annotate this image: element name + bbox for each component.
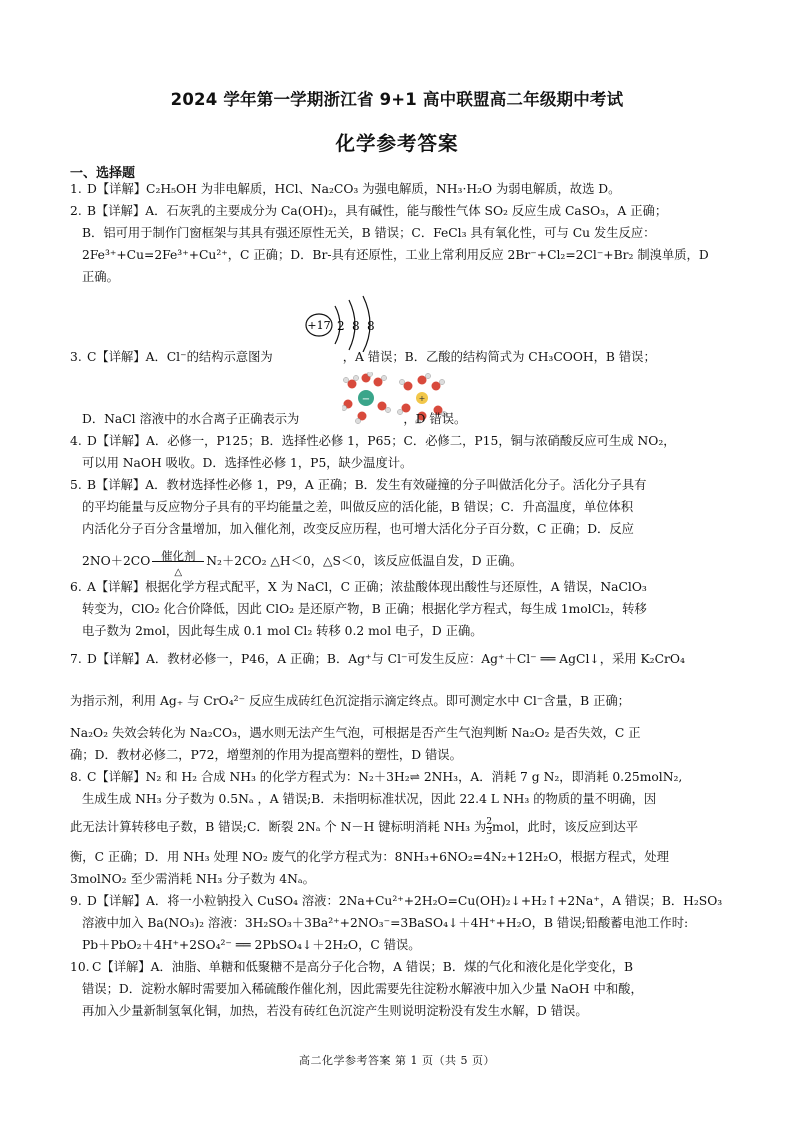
- answer-item-8: [70, 766, 730, 810]
- fraction-denominator: 3: [486, 827, 493, 837]
- shell-electrons-3: 8: [367, 319, 375, 333]
- item-number: 1.: [70, 182, 82, 196]
- answer-line: Na₂O₂ 失效会转化为 Na₂CO₃，遇水则无法产生气泡，可根据是否产生气泡判断 Na₂O₂ 是否失效，C 正: [70, 726, 641, 740]
- answer-subtitle: 化学参考答案: [335, 132, 459, 155]
- item-number: 2.: [70, 204, 82, 218]
- answer-line: 内活化分子百分含量增加，加入催化剂，改变反应历程，也可增大活化分子百分数，C 正确；D．反应: [82, 522, 634, 536]
- item-number: 6.: [70, 580, 82, 594]
- answer-item-9: [70, 890, 730, 956]
- answer-item-5: [70, 474, 730, 578]
- svg-text:+: +: [418, 394, 426, 403]
- answer-line: 溶液中加入 Ba(NO₃)₂ 溶液：3H₂SO₃＋3Ba²⁺+2NO₃⁻=3BaSO₄↓＋4H⁺+H₂O，B 错误;铅酸蓄电池工作时:: [82, 916, 689, 930]
- exam-title: 2024 学年第一学期浙江省 9+1 高中联盟高二年级期中考试: [170, 90, 624, 109]
- page-footer: 高二化学参考答案 第 1 页（共 5 页）: [299, 1054, 495, 1067]
- answer-item-10: [70, 956, 730, 1022]
- answer-item-7-cont: [70, 690, 730, 712]
- answer-item-8-cont: [70, 816, 730, 838]
- item-number: 4.: [70, 434, 82, 448]
- fraction-numerator: 2: [486, 817, 493, 827]
- answer-line: 再加入少量新制氢氧化铜，加热，若没有砖红色沉淀产生则说明淀粉没有发生水解，D 错误。: [82, 1004, 588, 1018]
- answer-text: D【详解】C₂H₅OH 为非电解质，HCl、Na₂CO₃ 为强电解质，NH₃·H₂O 为弱电解质，故选 D。: [87, 182, 621, 196]
- answer-line: B【详解】A．石灰乳的主要成分为 Ca(OH)₂，具有碱性，能与酸性气体 SO₂ 反应生成 CaSO₃，A 正确；: [87, 204, 668, 218]
- answer-line: ，D 错误。: [403, 412, 467, 426]
- shell-electrons-1: 2: [337, 319, 345, 333]
- answer-item-8-cont2: [70, 846, 730, 890]
- answer-line: 生成生成 NH₃ 分子数为 0.5Nₐ ，A 错误;B．未指明标准状况，因此 22.4 L NH₃ 的物质的量不明确，因: [82, 792, 657, 806]
- item-number: 5.: [70, 478, 82, 492]
- item-number: 9.: [70, 894, 82, 908]
- answer-line: N₂＋2CO₂ △H＜0，△S＜0，该反应低温自发，D 正确。: [206, 554, 523, 568]
- answer-line: D【详解】A．必修一，P125；B．选择性必修 1，P65；C．必修二，P15，铜与浓硝酸反应可生成 NO₂，: [87, 434, 676, 448]
- answer-line: C【详解】N₂ 和 H₂ 合成 NH₃ 的化学方程式为：N₂＋3H₂⇌ 2NH₃，A．消耗 7 g N₂，即消耗 0.25molN₂,: [87, 770, 683, 784]
- answer-line: Pb＋PbO₂＋4H⁺+2SO₄²⁻ ══ 2PbSO₄↓＋2H₂O，C 错误。: [82, 938, 421, 952]
- answer-line: 2NO＋2CO: [82, 554, 151, 568]
- answer-item-3: [70, 346, 730, 368]
- answer-line: D．NaCl 溶液中的水合离子正确表示为: [82, 412, 300, 426]
- svg-text:−: −: [361, 394, 371, 405]
- answer-item-3-cont: [70, 408, 730, 430]
- answer-item-7: [70, 648, 730, 670]
- answer-item-4: [70, 430, 730, 474]
- answer-line: 2Fe³⁺+Cu=2Fe³⁺+Cu²⁺，C 正确；D．Br-具有还原性，工业上常利用反应 2Br⁻+Cl₂=2Cl⁻+Br₂ 制溴单质，D: [82, 248, 709, 262]
- item-number: 10.: [70, 960, 90, 974]
- answer-line: mol，此时，该反应到达平: [492, 820, 639, 834]
- answer-line: 衡，C 正确；D．用 NH₃ 处理 NO₂ 废气的化学方程式为：8NH₃+6NO₂=4N₂+12H₂O，根据方程式，处理: [70, 850, 669, 864]
- answer-line: D【详解】A．将一小粒钠投入 CuSO₄ 溶液：2Na+Cu²⁺+2H₂O=Cu(OH)₂↓+H₂↑+2Na⁺，A 错误；B．H₂SO₃: [87, 894, 723, 908]
- answer-item-7-cont2: [70, 722, 730, 766]
- answer-line: ，A 错误；B．乙酸的结构简式为 CH₃COOH，B 错误；: [342, 350, 656, 364]
- answer-line: 为指示剂，利用 Ag₊ 与 CrO₄²⁻ 反应生成砖红色沉淀指示滴定终点。即可测定水中 Cl⁻含量，B 正确；: [70, 694, 630, 708]
- answer-line: 错误；D．淀粉水解时需要加入稀硫酸作催化剂，因此需要先往淀粉水解液中加入少量 NaOH 中和酸，: [82, 982, 643, 996]
- answer-line: 转变为，ClO₂ 化合价降低，因此 ClO₂ 是还原产物，B 正确；根据化学方程式，每生成 1molCl₂，转移: [82, 602, 647, 616]
- item-number: 7.: [70, 652, 82, 666]
- catalyst-label: 催化剂: [161, 548, 196, 563]
- answer-line: 电子数为 2mol，因此每生成 0.1 mol Cl₂ 转移 0.2 mol 电子，D 正确。: [82, 624, 483, 638]
- answer-line: C【详解】A．Cl⁻的结构示意图为: [87, 350, 273, 364]
- section-heading: 一、选择题: [70, 166, 136, 181]
- item-number: 3.: [70, 350, 82, 364]
- nucleus-charge: +17: [307, 319, 331, 332]
- answer-line: 确；D．教材必修二，P72，增塑剂的作用为提高塑料的塑性，D 错误。: [70, 748, 462, 762]
- answer-line: D【详解】A．教材必修一，P46，A 正确；B．Ag⁺与 Cl⁻可发生反应：Ag⁺＋Cl⁻ ══ AgCl↓，采用 K₂CrO₄: [87, 652, 685, 666]
- answer-line: 此无法计算转移电子数，B 错误;C．断裂 2Nₐ 个 N－H 键标明消耗 NH₃ 为: [70, 820, 487, 834]
- answer-line: B．铝可用于制作门窗框架与其具有强还原性无关，B 错误；C．FeCl₃ 具有氧化性，可与 Cu 发生反应：: [82, 226, 656, 240]
- answer-line: B【详解】A．教材选择性必修 1，P9，A 正确；B．发生有效碰撞的分子叫做活化分子。活化分子具有: [87, 478, 647, 492]
- item-number: 8.: [70, 770, 82, 784]
- shell-electrons-2: 8: [352, 319, 360, 333]
- answer-item-1: [70, 178, 730, 200]
- answer-item-2: [70, 200, 730, 288]
- answer-line: C【详解】A．油脂、单糖和低聚糖不是高分子化合物，A 错误；B．煤的气化和液化是化学变化，B: [92, 960, 634, 974]
- heat-label: △: [174, 566, 183, 578]
- answer-line: 正确。: [82, 270, 119, 284]
- answer-line: 3molNO₂ 至少需消耗 NH₃ 分子数为 4Nₐ。: [70, 872, 315, 886]
- answer-line: A【详解】根据化学方程式配平，X 为 NaCl，C 正确；浓盐酸体现出酸性与还原性，A 错误，NaClO₃: [87, 580, 647, 594]
- answer-line: 的平均能量与反应物分子具有的平均能量之差，叫做反应的活化能，B 错误；C．升高温度，单位体积: [82, 500, 634, 514]
- answer-item-6: [70, 576, 730, 642]
- answer-line: 可以用 NaOH 吸收。D．选择性必修 1，P5，缺少温度计。: [82, 456, 413, 470]
